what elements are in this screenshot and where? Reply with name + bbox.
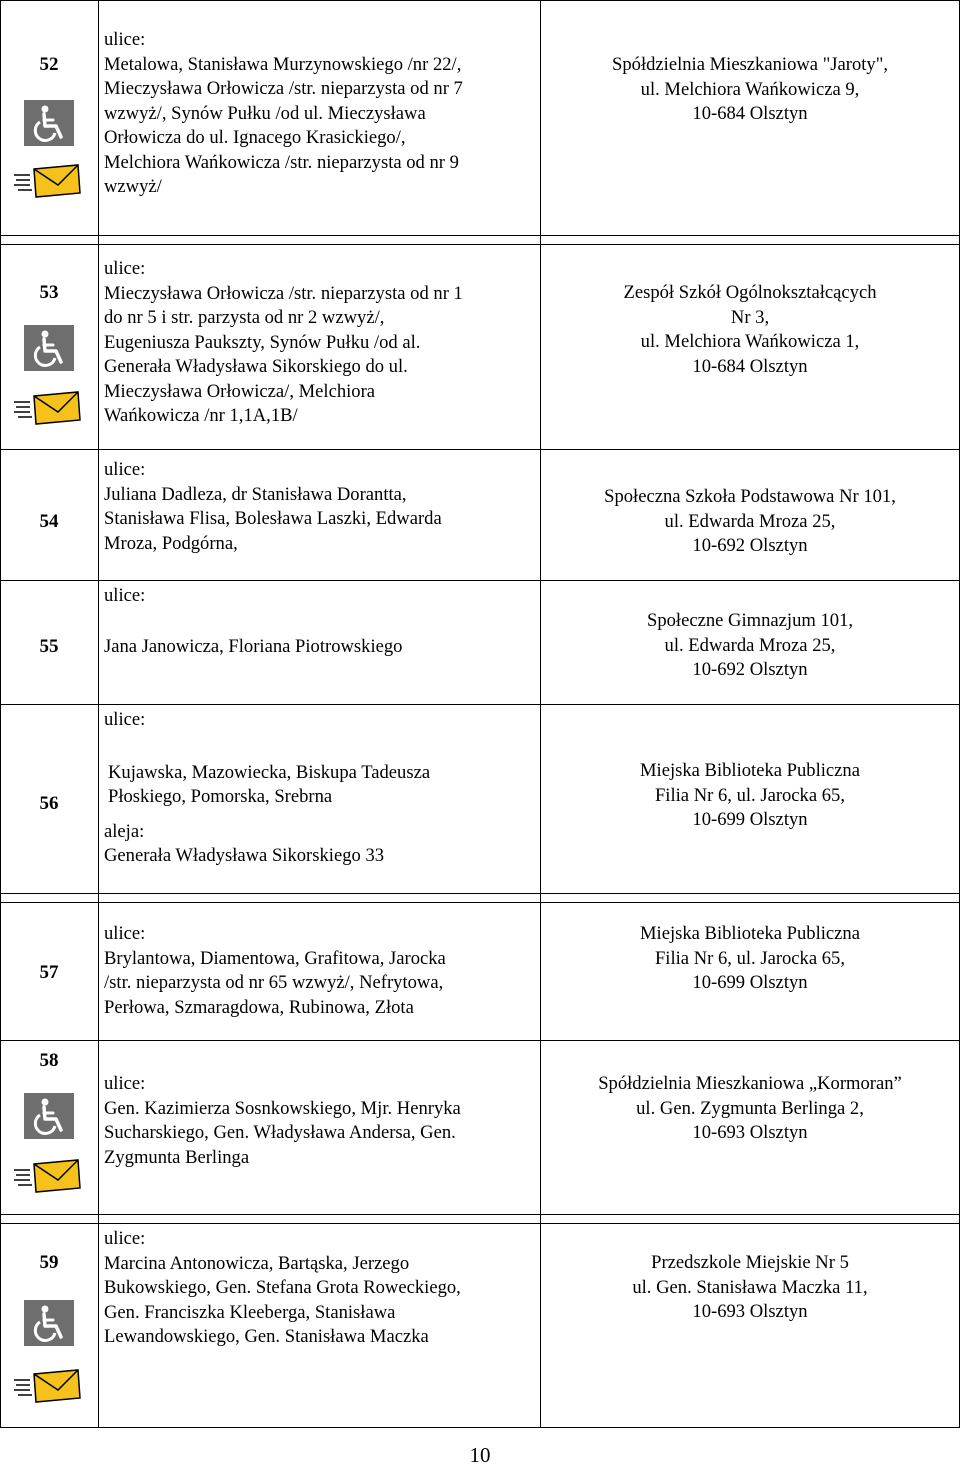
polling-address-58: Spółdzielnia Mieszkaniowa „Kormoran” ul. Gen. Zygmunta Berlinga 2, 10-693 Olsztyn [598, 1073, 902, 1143]
streets-list: Gen. Kazimierza Sosnkowskiego, Mjr. Henryka Sucharskiego, Gen. Władysława Andersa, Gen. Zygmunta Berlinga [104, 1097, 461, 1168]
mail-icon [12, 1158, 82, 1194]
streets-list: Kujawska, Mazowiecka, Biskupa Tadeusza Płoskiego, Pomorska, Srebrna [108, 761, 431, 807]
streets-cell-52 [104, 28, 534, 200]
streets-label: ulice: [104, 585, 146, 606]
polling-address-54: Społeczna Szkoła Podstawowa Nr 101, ul. Edwarda Mroza 25, 10-692 Olsztyn [604, 486, 896, 556]
streets-cell-57 [104, 922, 534, 1020]
row-number-55: 55 [39, 636, 59, 657]
streets-label: ulice: [104, 459, 146, 480]
wheelchair-icon [24, 1300, 74, 1346]
streets-cell-54 [104, 458, 534, 556]
polling-address-56: Miejska Biblioteka Publiczna Filia Nr 6, ul. Jarocka 65, 10-699 Olsztyn [640, 760, 860, 830]
avenue-name: Generała Władysława Sikorskiego 33 [104, 845, 385, 866]
streets-cell-59 [104, 1227, 534, 1350]
streets-cell-55 [104, 584, 534, 659]
streets-list: Juliana Dadleza, dr Stanisława Dorantta, Stanisława Flisa, Bolesława Laszki, Edwarda Mroza, Podgórna, [104, 483, 442, 554]
streets-label: ulice: [104, 1073, 146, 1094]
wheelchair-icon [24, 325, 74, 371]
streets-label: ulice: [104, 258, 146, 279]
streets-label: ulice: [104, 29, 146, 50]
streets-label: ulice: [104, 709, 146, 730]
polling-address-52: Spółdzielnia Mieszkaniowa "Jaroty", ul. Melchiora Wańkowicza 9, 10-684 Olsztyn [612, 54, 888, 124]
row-number-52: 52 [39, 54, 59, 75]
streets-cell-58 [104, 1072, 534, 1170]
row-number-58: 58 [39, 1050, 59, 1071]
polling-address-57: Miejska Biblioteka Publiczna Filia Nr 6, ul. Jarocka 65, 10-699 Olsztyn [640, 923, 860, 993]
streets-list: Jana Janowicza, Floriana Piotrowskiego [104, 635, 403, 657]
streets-label: ulice: [104, 923, 146, 944]
row-number-56: 56 [39, 793, 59, 814]
mail-icon [12, 390, 82, 426]
streets-cell-53 [104, 257, 534, 429]
avenue-label: aleja: [104, 820, 145, 842]
row-number-53: 53 [39, 282, 59, 303]
row-number-54: 54 [39, 511, 59, 532]
polling-address-59: Przedszkole Miejskie Nr 5 ul. Gen. Stanisława Maczka 11, 10-693 Olsztyn [632, 1252, 868, 1322]
streets-list: Marcina Antonowicza, Bartąska, Jerzego Bukowskiego, Gen. Stefana Grota Roweckiego, Gen. Franciszka Kleeberga, Stanisława Lewandowskiego, Gen. Stanisława Maczka [104, 1252, 461, 1347]
polling-address-55: Społeczne Gimnazjum 101, ul. Edwarda Mroza 25, 10-692 Olsztyn [646, 610, 854, 680]
polling-address-53: Zespół Szkół Ogólnokształcących Nr 3, ul. Melchiora Wańkowicza 1, 10-684 Olsztyn [623, 282, 877, 377]
streets-cell-56 [104, 708, 534, 869]
wheelchair-icon [24, 100, 74, 146]
wheelchair-icon [24, 1093, 74, 1139]
page-number: 10 [469, 1443, 491, 1467]
mail-icon [12, 1368, 82, 1404]
row-number-57: 57 [39, 962, 59, 983]
streets-list: Metalowa, Stanisława Murzynowskiego /nr 22/, Mieczysława Orłowicza /str. nieparzysta od nr 7 wzwyż/, Synów Pułku /od ul. Mieczysława Orłowicza do ul. Ignacego Krasickiego/, Melchiora Wańkowicza /str. nieparzysta od nr 9 wzwyż/ [104, 53, 463, 197]
streets-list: Mieczysława Orłowicza /str. nieparzysta od nr 1 do nr 5 i str. parzysta od nr 2 wzwyż/, Eugeniusza Paukszty, Synów Pułku /od al. Generała Władysława Sikorskiego do ul. Mieczysława Orłowicza/, Melchiora Wańkowicza /nr 1,1A,1B/ [104, 282, 463, 426]
streets-label: ulice: [104, 1228, 146, 1249]
row-number-59: 59 [39, 1252, 59, 1273]
streets-list: Brylantowa, Diamentowa, Grafitowa, Jarocka /str. nieparzysta od nr 65 wzwyż/, Nefrytowa, Perłowa, Szmaragdowa, Rubinowa, Złota [104, 947, 446, 1018]
mail-icon [12, 163, 82, 199]
